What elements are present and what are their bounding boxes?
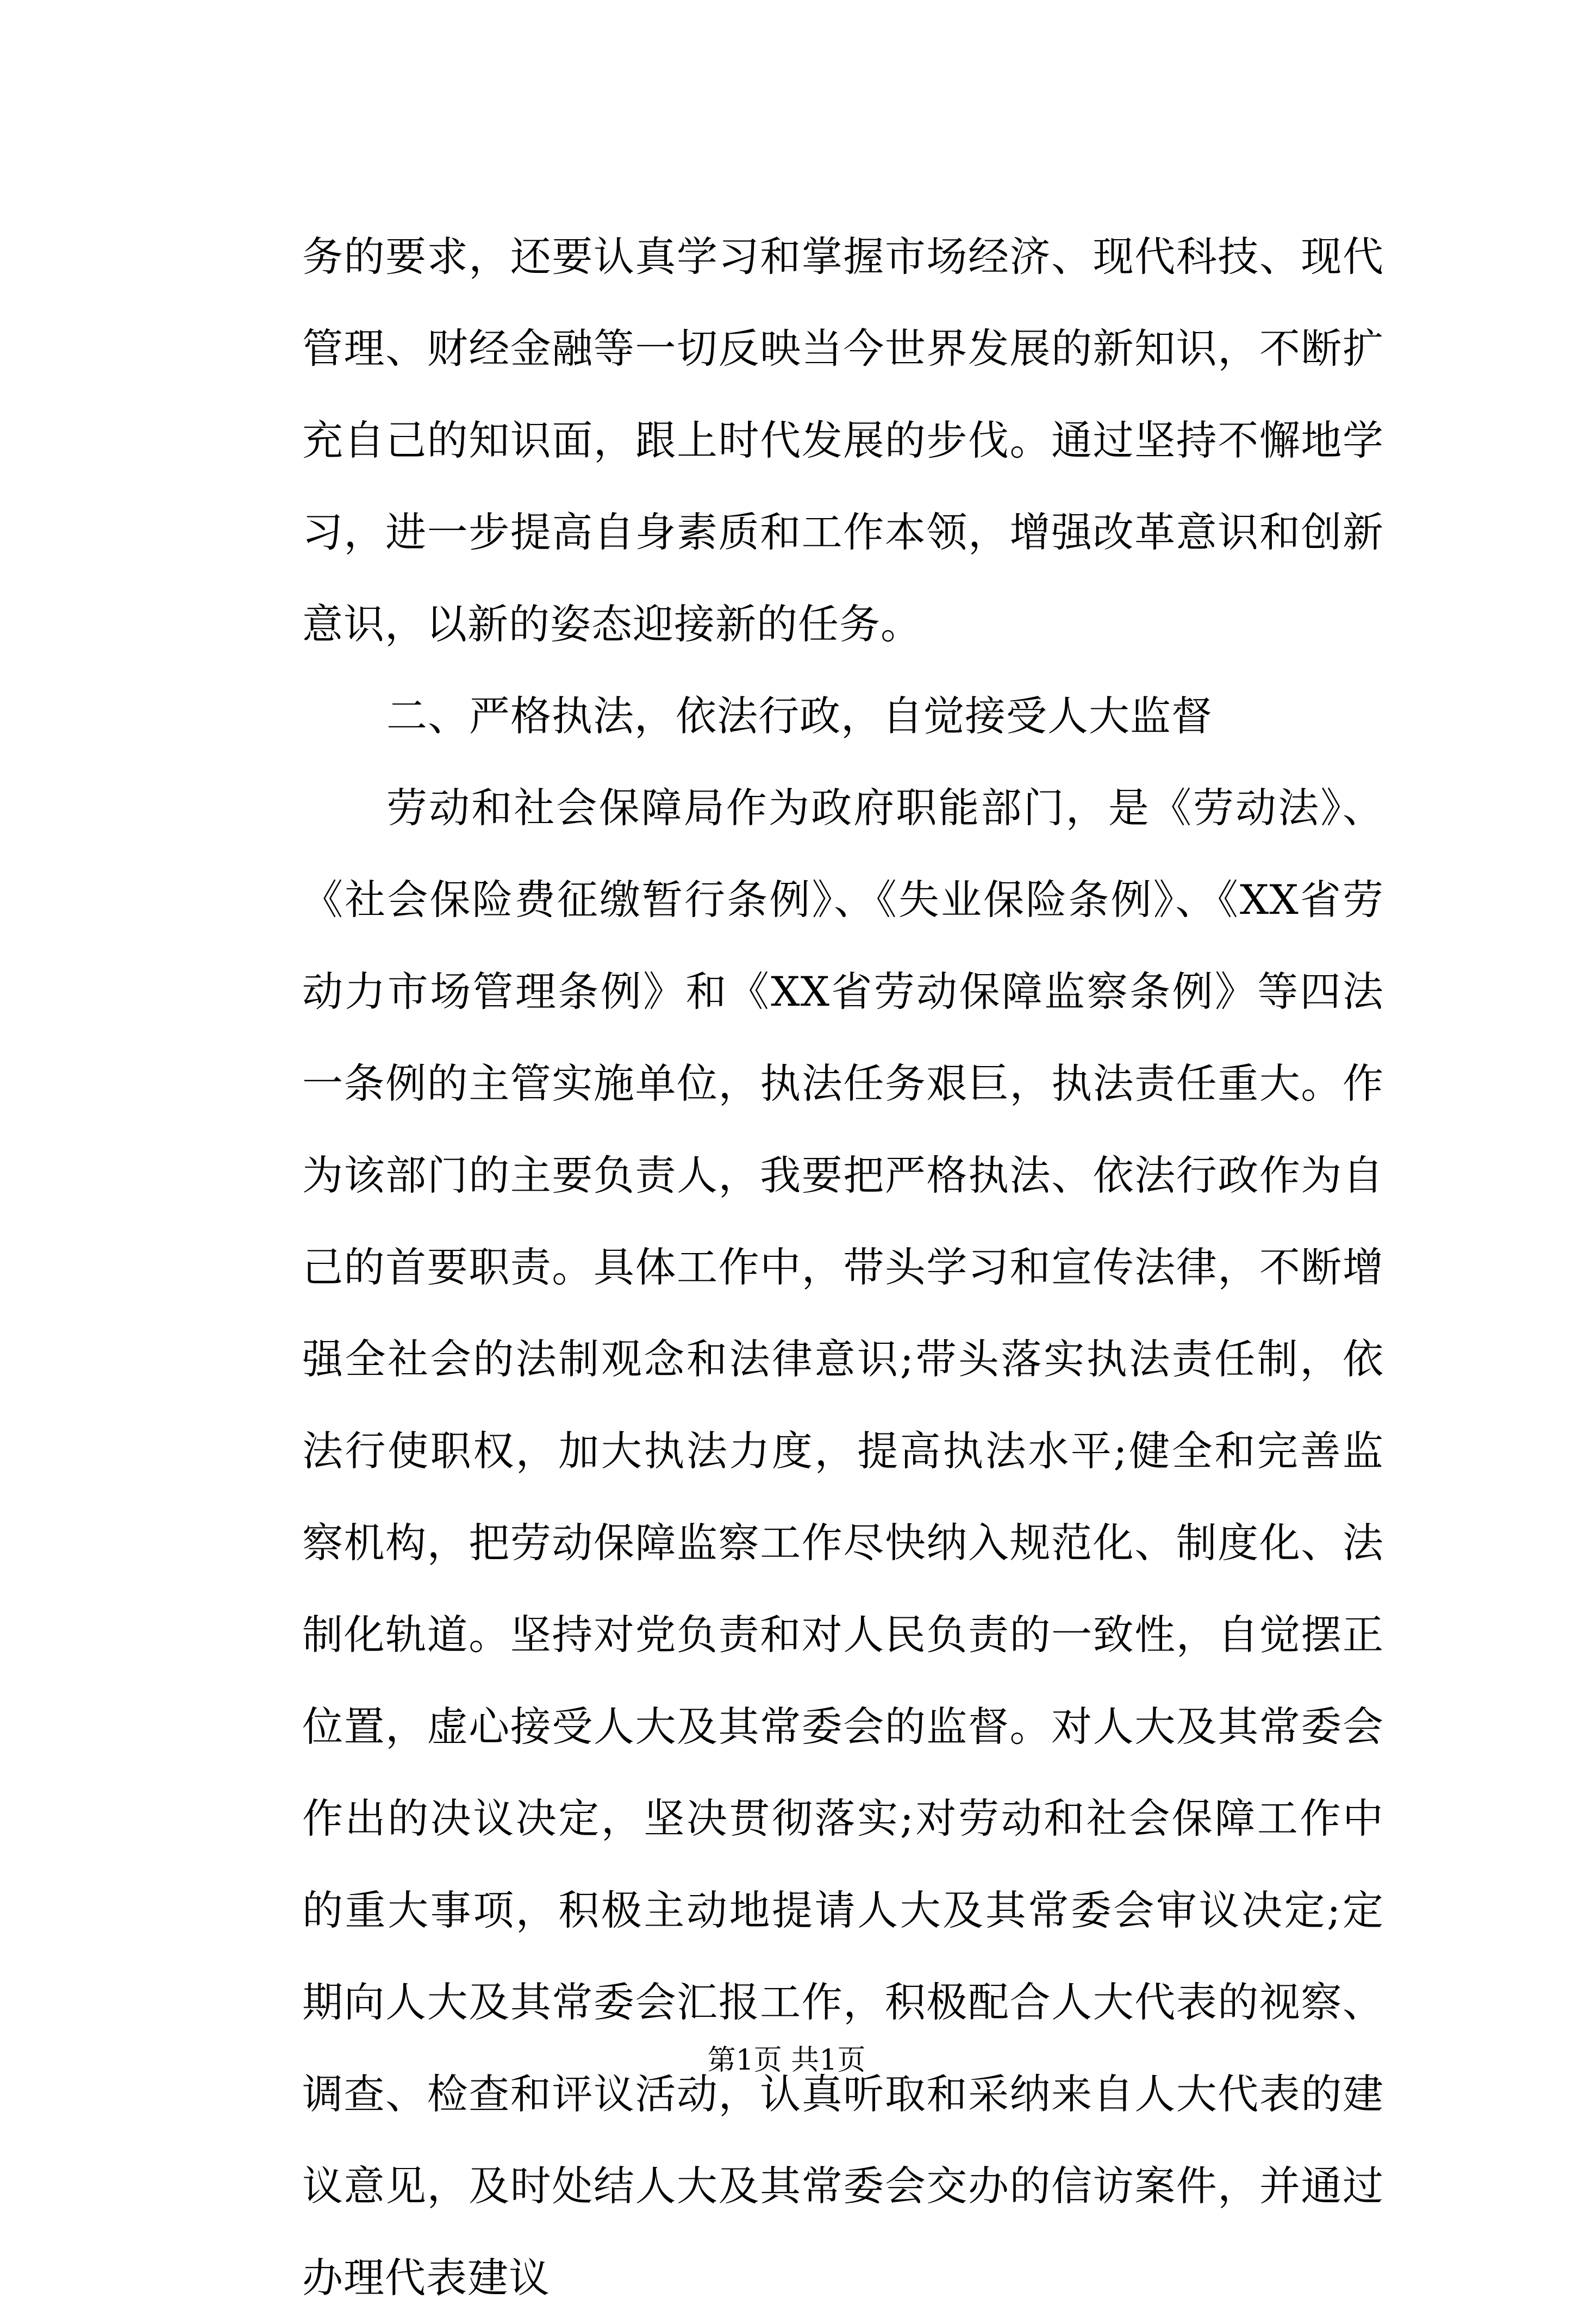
section-heading: 二、严格执法，依法行政，自觉接受人大监督 [386, 692, 1213, 740]
paragraph-continuation: 务的要求，还要认真学习和掌握市场经济、现代科技、现代管理、财经金融等一切反映当今世界发展的新知识，不断扩充自己的知识面，跟上时代发展的步伐。通过坚持不懈地学习，进一步提高自身素质和工作本领，增强改革意识和创新意识，以新的姿态迎接新的任务。 [302, 233, 1384, 648]
paragraph-body: 劳动和社会保障局作为政府职能部门，是《劳动法》、《社会保险费征缴暂行条例》、《失业保险条例》、《XX省劳动力市场管理条例》和《XX省劳动保障监察条例》等四法一条例的主管实施单位，执法任务艰巨，执法责任重大。作为该部门的主要负责人，我要把严格执法、依法行政作为自己的首要职责。具体工作中，带头学习和宣传法律，不断增强全社会的法制观念和法律意识;带头落实执法责任制，依法行使职权，加大执法力度，提高执法水平;健全和完善监察机构，把劳动保障监察工作尽快纳入规范化、制度化、法制化轨道。坚持对党负责和对人民负责的一致性，自觉摆正位置，虚心接受人大及其常委会的监督。对人大及其常委会作出的决议决定，坚决贯彻落实;对劳动和社会保障工作中的重大事项，积极主动地提请人大及其常委会审议决定;定期向人大及其常委会汇报工作，积极配合人大代表的视察、调查、检查和评议活动，认真听取和采纳来自人大代表的建议意见，及时处结人大及其常委会交办的信访案件，并通过办理代表建议 [302, 784, 1384, 2302]
document-body [302, 211, 1384, 2324]
page-footer: 第1页 共1页 [707, 2044, 866, 2077]
